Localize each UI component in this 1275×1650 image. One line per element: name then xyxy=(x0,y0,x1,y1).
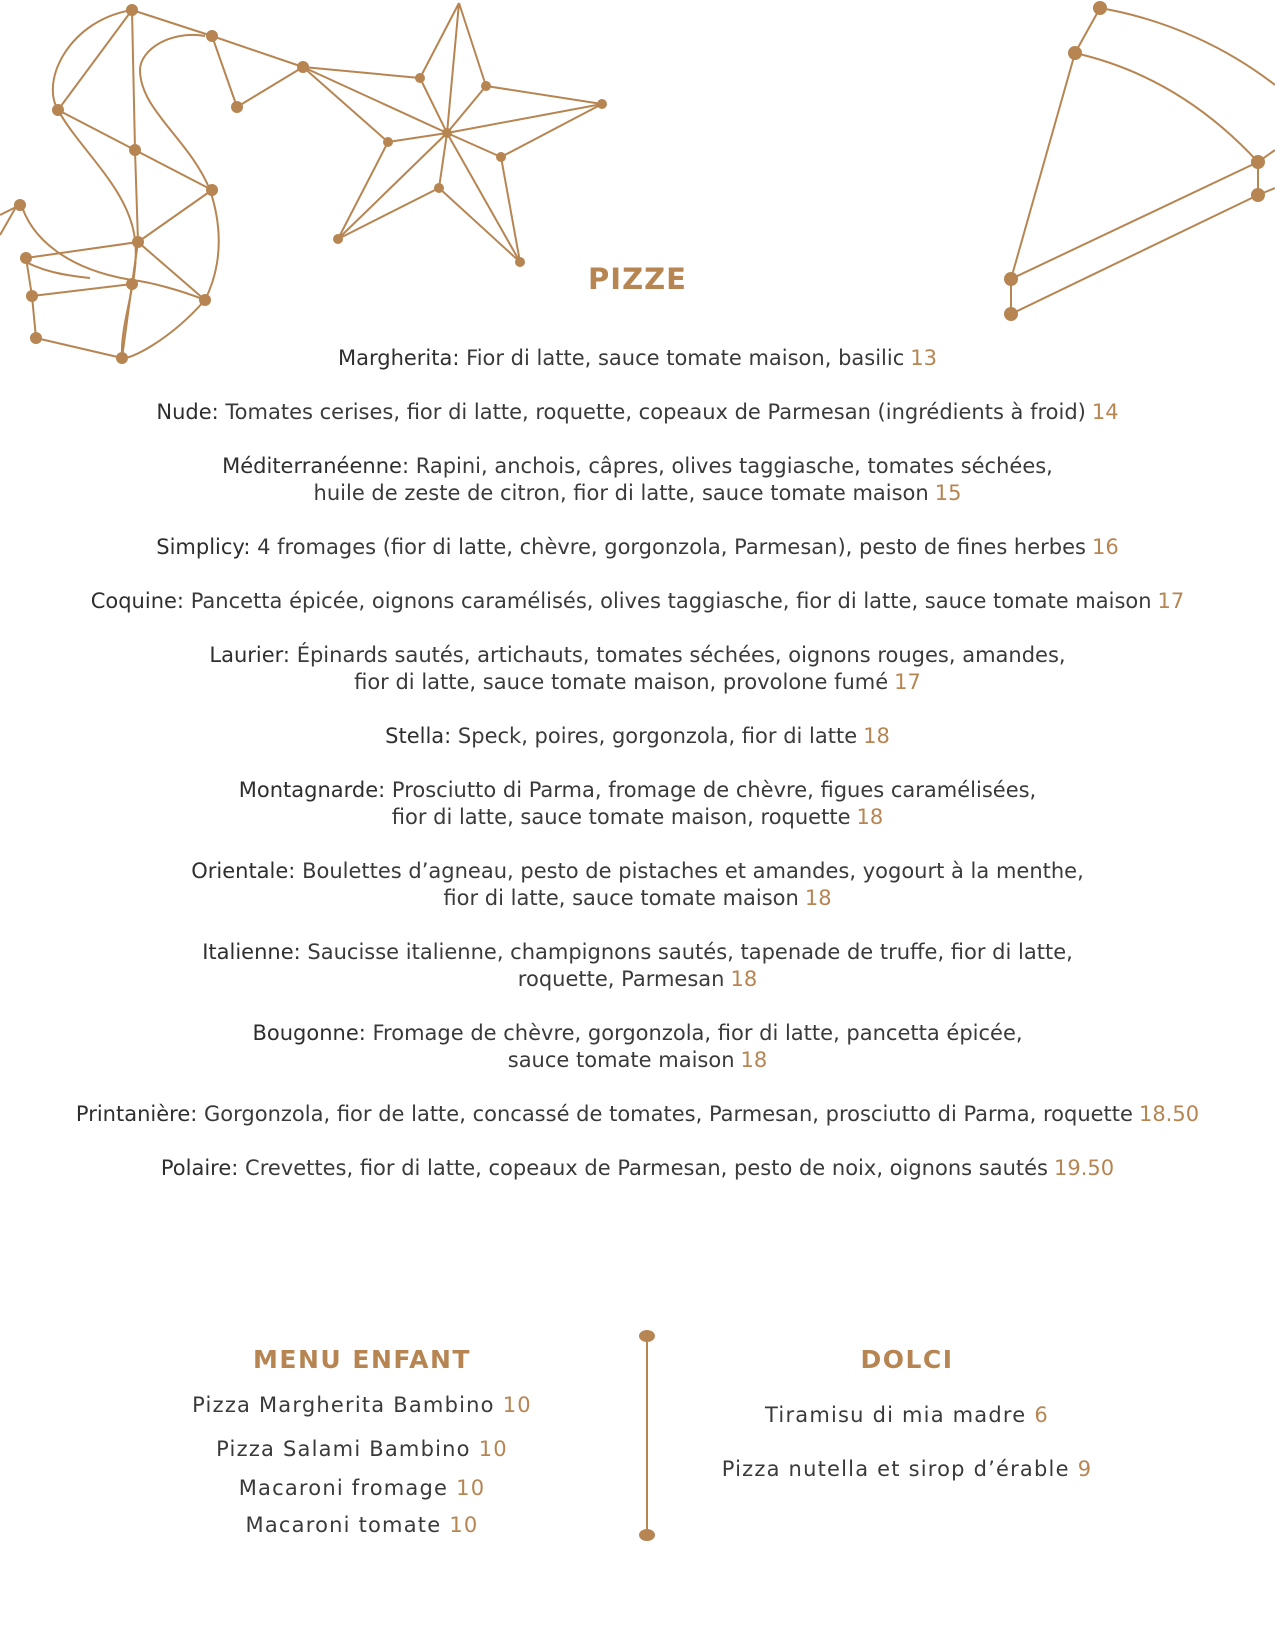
pizza-price: 14 xyxy=(1091,400,1119,424)
menu-enfant-item xyxy=(152,1476,572,1500)
pizza-name: Simplicy: xyxy=(156,535,251,559)
pizza-name: Nude: xyxy=(156,400,219,424)
pizza-description: Crevettes, fior di latte, copeaux de Parmesan, pesto de noix, oignons sautés xyxy=(245,1156,1048,1180)
pizza-item-line xyxy=(0,480,1275,507)
pizza-description: Gorgonzola, fior de latte, concassé de tomates, Parmesan, prosciutto di Parma, roquette xyxy=(204,1102,1133,1126)
pizza-item xyxy=(0,777,1275,831)
pizza-name: Montagnarde: xyxy=(238,778,386,802)
item-name: Tiramisu di mia madre xyxy=(765,1403,1027,1427)
item-name: Macaroni fromage xyxy=(238,1476,449,1500)
pizza-item xyxy=(0,1101,1275,1128)
pizza-price: 19.50 xyxy=(1053,1156,1115,1180)
pizza-item xyxy=(0,642,1275,696)
pizza-item xyxy=(0,858,1275,912)
menu-enfant-section xyxy=(152,1345,572,1537)
item-name: Pizza Margherita Bambino xyxy=(192,1393,495,1417)
pizza-item-line xyxy=(0,804,1275,831)
pizza-item-line xyxy=(0,1155,1275,1182)
dolci-title: DOLCI xyxy=(860,1345,954,1374)
pizza-item-line xyxy=(0,858,1275,885)
pizza-item xyxy=(0,453,1275,507)
pizza-description: Épinards sautés, artichauts, tomates séchées, oignons rouges, amandes, xyxy=(296,643,1066,667)
pizza-price: 16 xyxy=(1092,535,1119,559)
pizza-item xyxy=(0,723,1275,750)
pizza-item-line xyxy=(0,399,1275,426)
pizza-name: Printanière: xyxy=(75,1102,198,1126)
pizza-name: Méditerranéenne: xyxy=(222,454,410,478)
item-price: 10 xyxy=(502,1393,532,1417)
star-constellation-icon xyxy=(303,3,602,262)
pizza-item xyxy=(0,399,1275,426)
pizza-item-line xyxy=(0,1047,1275,1074)
pizza-item-line xyxy=(0,885,1275,912)
pizza-name: Margherita: xyxy=(337,346,460,370)
item-price: 6 xyxy=(1034,1403,1049,1427)
pizza-price: 18.50 xyxy=(1138,1102,1200,1126)
pizza-item-line xyxy=(0,1101,1275,1128)
pizza-item-line xyxy=(0,723,1275,750)
pizza-price: 18 xyxy=(730,967,758,991)
menu-enfant-title: MENU ENFANT xyxy=(253,1345,471,1374)
pizza-price: 18 xyxy=(740,1048,768,1072)
pizza-item-line xyxy=(0,642,1275,669)
pizza-description: roquette, Parmesan xyxy=(517,967,725,991)
pizza-description: 4 fromages (fior di latte, chèvre, gorgonzola, Parmesan), pesto de fines herbes xyxy=(257,535,1086,559)
s-constellation-icon xyxy=(0,10,303,358)
pizze-title: PIZZE xyxy=(588,262,687,296)
pizza-item-line xyxy=(0,669,1275,696)
pizza-price: 18 xyxy=(863,724,890,748)
dolci-section xyxy=(697,1345,1117,1481)
pizza-name: Bougonne: xyxy=(252,1021,366,1045)
menu-enfant-item xyxy=(152,1437,572,1461)
pizza-description: huile de zeste de citron, fior di latte, sauce tomate maison xyxy=(313,481,929,505)
item-price: 10 xyxy=(456,1476,486,1500)
pizza-item-line xyxy=(0,1020,1275,1047)
pizza-name: Italienne: xyxy=(202,940,301,964)
pizza-item xyxy=(0,1155,1275,1182)
pizza-description: Pancetta épicée, oignons caramélisés, olives taggiasche, fior di latte, sauce tomate maison xyxy=(190,589,1152,613)
item-name: Pizza nutella et sirop d’érable xyxy=(721,1457,1070,1481)
pizza-item-line xyxy=(0,966,1275,993)
pizza-description: sauce tomate maison xyxy=(507,1048,735,1072)
pizza-item xyxy=(0,939,1275,993)
pizza-item-line xyxy=(0,588,1275,615)
pizza-description: Prosciutto di Parma, fromage de chèvre, figues caramélisées, xyxy=(391,778,1037,802)
pizza-description: Fromage de chèvre, gorgonzola, fior di latte, pancetta épicée, xyxy=(372,1021,1023,1045)
pizza-list xyxy=(0,345,1275,1209)
pizza-description: Saucisse italienne, champignons sautés, tapenade de truffe, fior di latte, xyxy=(307,940,1073,964)
pizza-price: 15 xyxy=(934,481,962,505)
pizza-item-line xyxy=(0,777,1275,804)
pizza-description: Speck, poires, gorgonzola, fior di latte xyxy=(457,724,858,748)
item-name: Macaroni tomate xyxy=(245,1513,442,1537)
item-price: 10 xyxy=(449,1513,479,1537)
pizza-name: Orientale: xyxy=(191,859,296,883)
pizza-item-line xyxy=(0,345,1275,372)
pizza-price: 17 xyxy=(1157,589,1185,613)
pizza-description: Tomates cerises, fior di latte, roquette, copeaux de Parmesan (ingrédients à froid) xyxy=(225,400,1086,424)
pizza-description: Rapini, anchois, câpres, olives taggiasche, tomates séchées, xyxy=(415,454,1053,478)
item-price: 10 xyxy=(478,1437,508,1461)
pizza-description: Fior di latte, sauce tomate maison, basilic xyxy=(466,346,905,370)
dolci-item xyxy=(697,1403,1117,1427)
dolci-item xyxy=(697,1457,1117,1481)
pizza-price: 18 xyxy=(804,886,832,910)
pizza-price: 17 xyxy=(894,670,921,694)
pizza-item-line xyxy=(0,939,1275,966)
pizza-item xyxy=(0,1020,1275,1074)
pizza-description: fior di latte, sauce tomate maison xyxy=(443,886,799,910)
pizza-item xyxy=(0,345,1275,372)
pizza-item xyxy=(0,588,1275,615)
item-price: 9 xyxy=(1077,1457,1093,1481)
menu-enfant-item xyxy=(152,1393,572,1417)
pizza-description: fior di latte, sauce tomate maison, roquette xyxy=(391,805,851,829)
pizza-price: 18 xyxy=(856,805,884,829)
pizza-item-line xyxy=(0,453,1275,480)
pizza-price: 13 xyxy=(910,346,937,370)
pizza-item xyxy=(0,534,1275,561)
pizza-name: Stella: xyxy=(385,724,452,748)
pizza-description: Boulettes d’agneau, pesto de pistaches et amandes, yogourt à la menthe, xyxy=(302,859,1084,883)
pizza-name: Coquine: xyxy=(90,589,185,613)
pizza-name: Laurier: xyxy=(209,643,291,667)
menu-enfant-item xyxy=(152,1513,572,1537)
pizza-description: fior di latte, sauce tomate maison, provolone fumé xyxy=(354,670,889,694)
pizza-item-line xyxy=(0,534,1275,561)
pizza-name: Polaire: xyxy=(160,1156,239,1180)
item-name: Pizza Salami Bambino xyxy=(216,1437,471,1461)
